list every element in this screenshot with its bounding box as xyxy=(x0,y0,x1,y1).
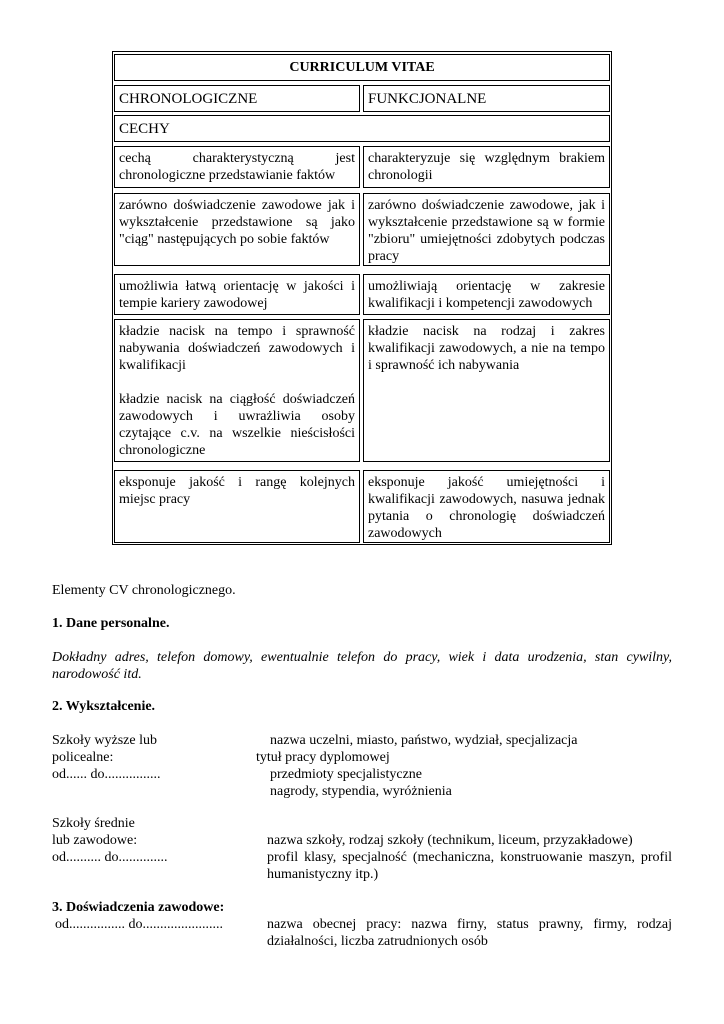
row-4-left-text-2: kładzie nacisk na ciągłość doświadczeń zawodowych i uwrażliwia osoby czytające c.v. na wszelkie nieścisłości chronologiczne xyxy=(119,392,355,458)
row-4-left-text-1: kładzie nacisk na tempo i sprawność nabywania doświadczeń zawodowych i kwalifikacji xyxy=(119,324,355,373)
section-1-text: Dokładny adres, telefon domowy, ewentualnie telefon do pracy, wiek i data urodzenia, stan cywilny, narodowość itd. xyxy=(52,650,672,682)
work-dates: od................ do....................... xyxy=(55,917,223,932)
section-1-heading: 1. Dane personalne. xyxy=(52,616,170,631)
higher-label-line-1: Szkoły wyższe lub xyxy=(52,733,157,748)
secondary-education-details xyxy=(267,832,672,883)
row-2-left-text: zarówno doświadczenie zawodowe jak i wykształcenie przedstawione są jako "ciąg" następujących po sobie faktów xyxy=(119,198,355,247)
secondary-detail-2: profil klasy, specjalność (mechaniczna, konstruowanie maszyn, profil humanistyczny itp.) xyxy=(267,850,672,882)
row-1-left-text: cechą charakterystyczną jest chronologiczne przedstawianie faktów xyxy=(119,151,355,183)
higher-detail-4: nagrody, stypendia, wyróżnienia xyxy=(270,784,452,799)
intro-text: Elementy CV chronologicznego. xyxy=(52,583,236,598)
higher-education-label xyxy=(52,732,161,783)
table-title-text: CURRICULUM VITAE xyxy=(289,60,435,75)
secondary-education-label xyxy=(52,815,168,866)
table-row-1-left xyxy=(114,146,360,188)
header-chronological xyxy=(114,85,360,112)
table-row-5-right xyxy=(363,470,610,543)
section-features xyxy=(114,115,610,142)
header-functional xyxy=(363,85,610,112)
row-2-right-text: zarówno doświadczenie zawodowe, jak i wykształcenie przedstawione są w formie "zbioru" umiejętności zdobytych podczas pracy xyxy=(368,198,605,264)
secondary-label-line-1: Szkoły średnie xyxy=(52,816,135,831)
table-row-2-left xyxy=(114,193,360,266)
table-row-1-right xyxy=(363,146,610,188)
higher-education-details xyxy=(256,732,578,800)
table-row-2-right xyxy=(363,193,610,266)
table-title xyxy=(114,54,610,81)
table-row-3-right xyxy=(363,274,610,315)
higher-label-line-2: policealne: xyxy=(52,750,114,765)
secondary-detail-1: nazwa szkoły, rodzaj szkoły (technikum, liceum, przyzakładowe) xyxy=(267,833,633,848)
header-chronological-text: CHRONOLOGICZNE xyxy=(119,91,258,107)
table-row-3-left xyxy=(114,274,360,315)
row-5-left-text: eksponuje jakość i rangę kolejnych miejsc pracy xyxy=(119,475,355,507)
higher-detail-1: nazwa uczelni, miasto, państwo, wydział, specjalizacja xyxy=(270,733,578,748)
row-3-right-text: umożliwiają orientację w zakresie kwalifikacji i kompetencji zawodowych xyxy=(368,279,605,311)
higher-detail-2: tytuł pracy dyplomowej xyxy=(256,750,390,765)
higher-dates: od...... do................ xyxy=(52,767,161,782)
table-row-4-left xyxy=(114,319,360,462)
section-features-text: CECHY xyxy=(119,121,170,137)
secondary-label-line-2: lub zawodowe: xyxy=(52,833,138,848)
table-row-5-left xyxy=(114,470,360,543)
table-row-4-right xyxy=(363,319,610,462)
row-5-right-text: eksponuje jakość umiejętności i kwalifikacji zawodowych, nasuwa jednak pytania o chronologię doświadczeń zawodowych xyxy=(368,475,605,541)
row-4-right-text: kładzie nacisk na rodzaj i zakres kwalifikacji zawodowych, a nie na tempo i sprawność ich nabywania xyxy=(368,324,605,373)
work-details: nazwa obecnej pracy: nazwa firny, status prawny, firmy, rodzaj działalności, liczba zatrudnionych osób xyxy=(267,917,672,949)
row-3-left-text: umożliwia łatwą orientację w jakości i tempie kariery zawodowej xyxy=(119,279,355,311)
section-2-heading: 2. Wykształcenie. xyxy=(52,699,156,714)
higher-detail-3: przedmioty specjalistyczne xyxy=(270,767,422,782)
section-3-heading: 3. Doświadczenia zawodowe: xyxy=(52,900,225,915)
row-1-right-text: charakteryzuje się względnym brakiem chronologii xyxy=(368,151,605,183)
header-functional-text: FUNKCJONALNE xyxy=(368,91,487,107)
secondary-dates: od.......... do.............. xyxy=(52,850,168,865)
